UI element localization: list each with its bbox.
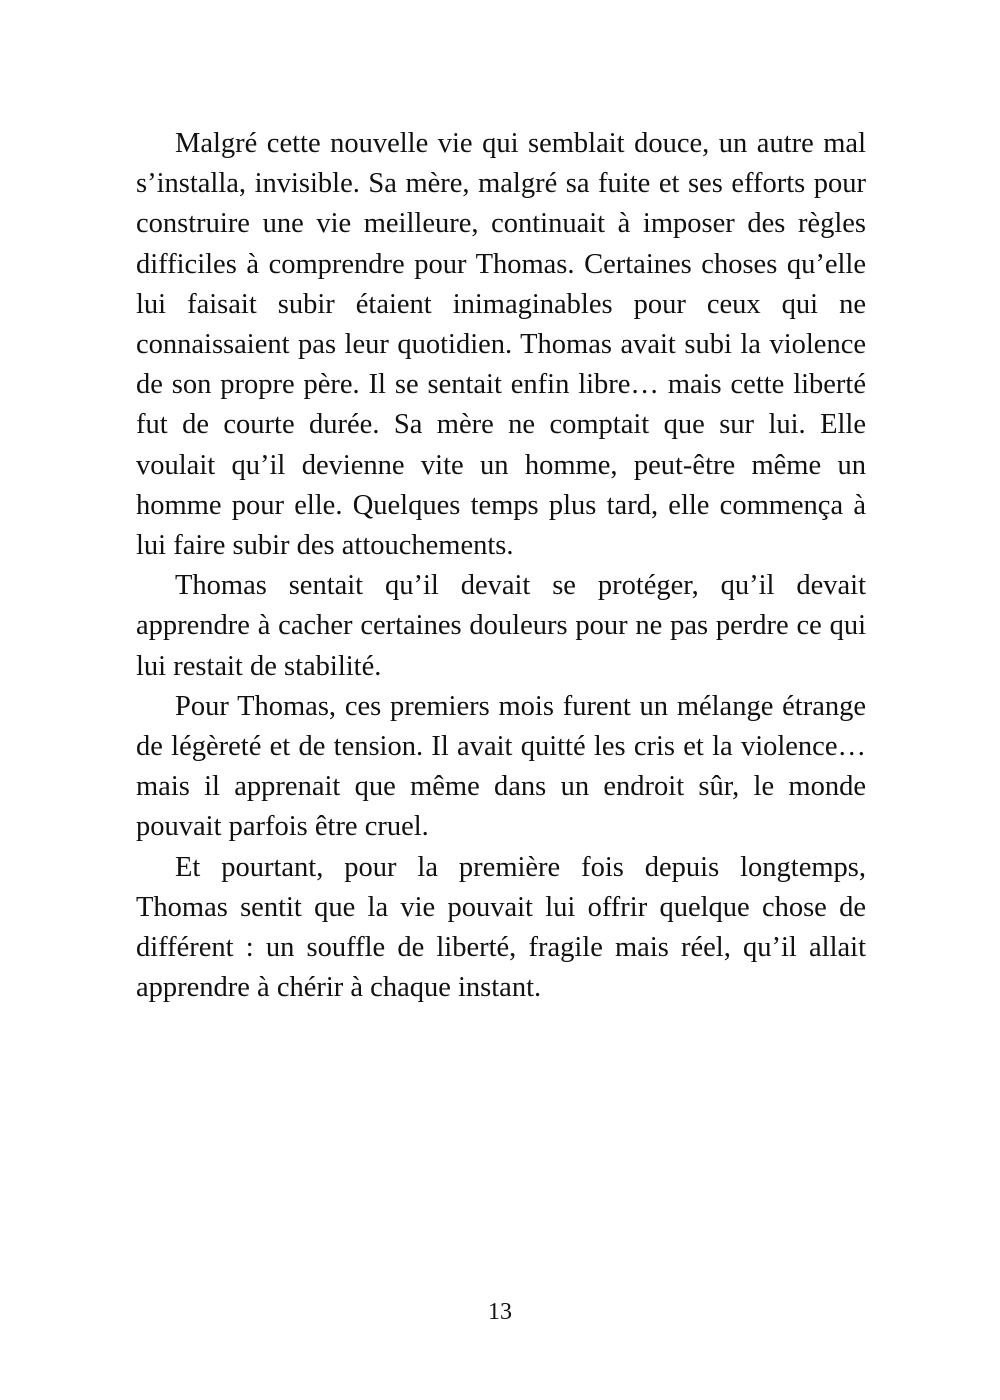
page-number: 13 — [488, 1299, 512, 1325]
paragraph-2: Thomas sentait qu’il devait se protéger, qu’il devait apprendre à cacher certaines douleurs pour ne pas perdre ce qui lui restait de stabilité. — [136, 570, 866, 682]
paragraph-4: Et pourtant, pour la première fois depuis longtemps, Thomas sentit que la vie pouvait lui offrir quelque chose de différent : un souffle de liberté, fragile mais réel, qu’il allait apprendre à chérir à chaque instant. — [136, 851, 866, 1004]
paragraph-3: Pour Thomas, ces premiers mois furent un mélange étrange de légèreté et de tension. Il avait quitté les cris et la violence… mais il apprenait que même dans un endroit sûr, le monde pouvait parfois être cruel. — [136, 690, 866, 843]
paragraph-1: Malgré cette nouvelle vie qui semblait douce, un autre mal s’installa, invisible. Sa mère, malgré sa fuite et ses efforts pour construire une vie meilleure, continuait à imposer des règles difficiles à comprendre pour Thomas. Certaines choses qu’elle lui faisait subir étaient inimaginables pour ceux qui ne connaissaient pas leur quotidien. Thomas avait subi la violence de son propre père. Il se sentait enfin libre… mais cette liberté fut de courte durée. Sa mère ne comptait que sur lui. Elle voulait qu’il devienne vite un homme, peut-être même un homme pour elle. Quelques temps plus tard, elle commença à lui faire subir des attouchements. — [136, 128, 866, 562]
body-text — [136, 124, 866, 1008]
